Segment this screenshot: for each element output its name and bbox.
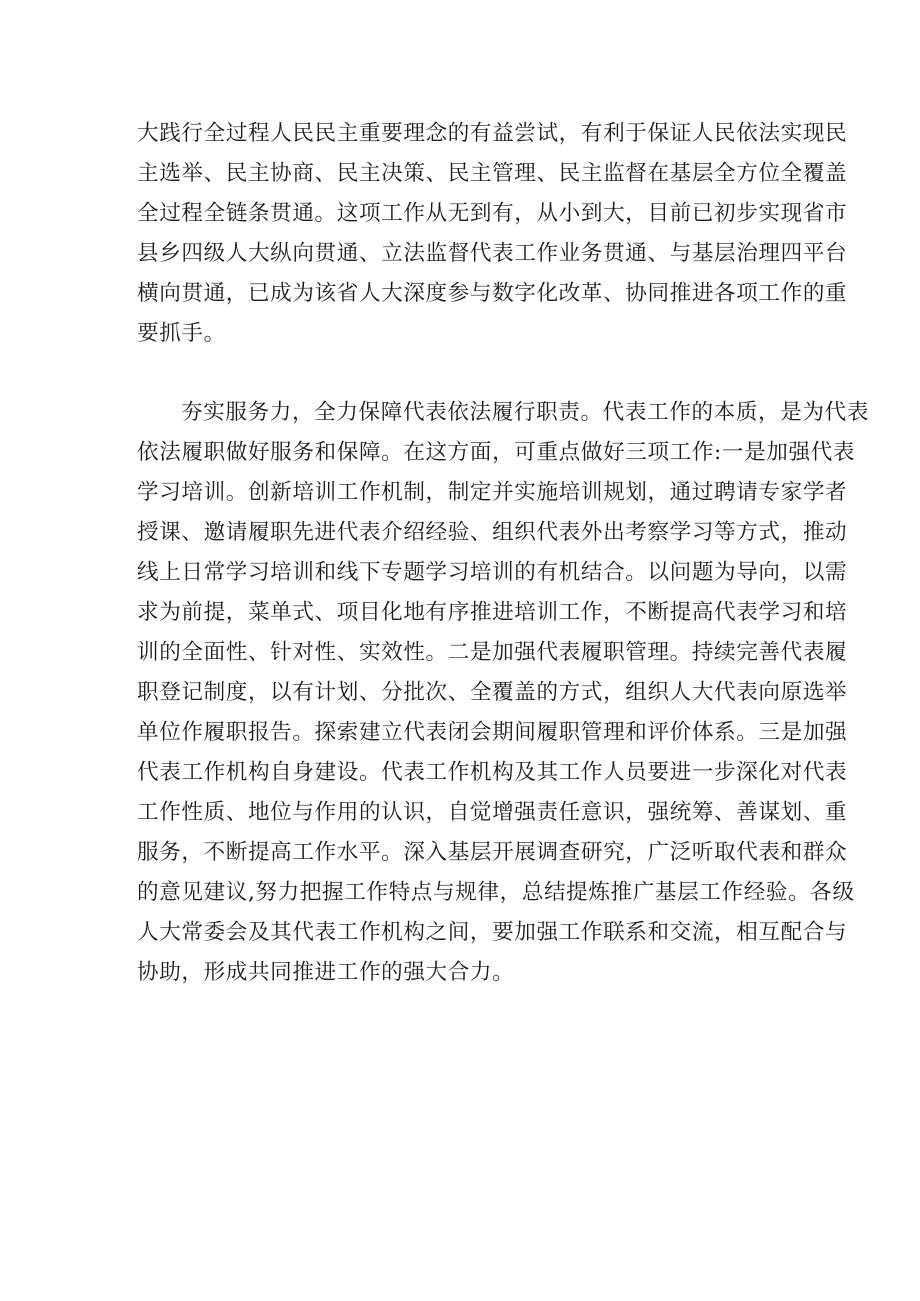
paragraph-2-line: 求为前提，菜单式、项目化地有序推进培训工作，不断提高代表学习和培 [137,600,848,625]
paragraph-2-line: 训的全面性、针对性、实效性。二是加强代表履职管理。持续完善代表履 [137,640,848,665]
paragraph-2-line: 代表工作机构自身建设。代表工作机构及其工作人员要进一步深化对代表 [137,760,848,785]
paragraph-2-line: 的意见建议,努力把握工作特点与规律，总结提炼推广基层工作经验。各级 [137,880,855,905]
paragraph-2-line: 职登记制度，以有计划、分批次、全覆盖的方式，组织人大代表向原选举 [137,680,848,705]
paragraph-2-line: 学习培训。创新培训工作机制，制定并实施培训规划，通过聘请专家学者 [137,480,848,505]
paragraph-1-line: 横向贯通，已成为该省人大深度参与数字化改革、协同推进各项工作的重 [137,281,848,306]
paragraph-1-line: 要抓手。 [137,321,226,346]
paragraph-2-line: 夯实服务力，全力保障代表依法履行职责。代表工作的本质，是为代表 [181,400,870,425]
paragraph-1-line: 全过程全链条贯通。这项工作从无到有，从小到大，目前已初步实现省市 [137,201,848,226]
paragraph-2-line: 依法履职做好服务和保障。在这方面，可重点做好三项工作:一是加强代表 [137,440,856,465]
paragraph-2 [137,393,870,993]
paragraph-2-line: 线上日常学习培训和线下专题学习培训的有机结合。以问题为导向，以需 [137,560,848,585]
paragraph-2-line: 服务，不断提高工作水平。深入基层开展调查研究，广泛听取代表和群众 [137,840,848,865]
paragraph-1 [137,114,848,354]
paragraph-2-line: 单位作履职报告。探索建立代表闭会期间履职管理和评价体系。三是加强 [137,720,848,745]
paragraph-1-line: 县乡四级人大纵向贯通、立法监督代表工作业务贯通、与基层治理四平台 [137,241,848,266]
paragraph-2-line: 人大常委会及其代表工作机构之间，要加强工作联系和交流，相互配合与 [137,920,848,945]
paragraph-2-line: 工作性质、地位与作用的认识，自觉增强责任意识，强统筹、善谋划、重 [137,800,848,825]
paragraph-1-line: 主选举、民主协商、民主决策、民主管理、民主监督在基层全方位全覆盖 [137,161,848,186]
paragraph-2-line: 协助，形成共同推进工作的强大合力。 [137,960,515,985]
paragraph-2-line: 授课、邀请履职先进代表介绍经验、组织代表外出考察学习等方式，推动 [137,520,848,545]
paragraph-1-line: 大践行全过程人民民主重要理念的有益尝试，有利于保证人民依法实现民 [137,121,848,146]
